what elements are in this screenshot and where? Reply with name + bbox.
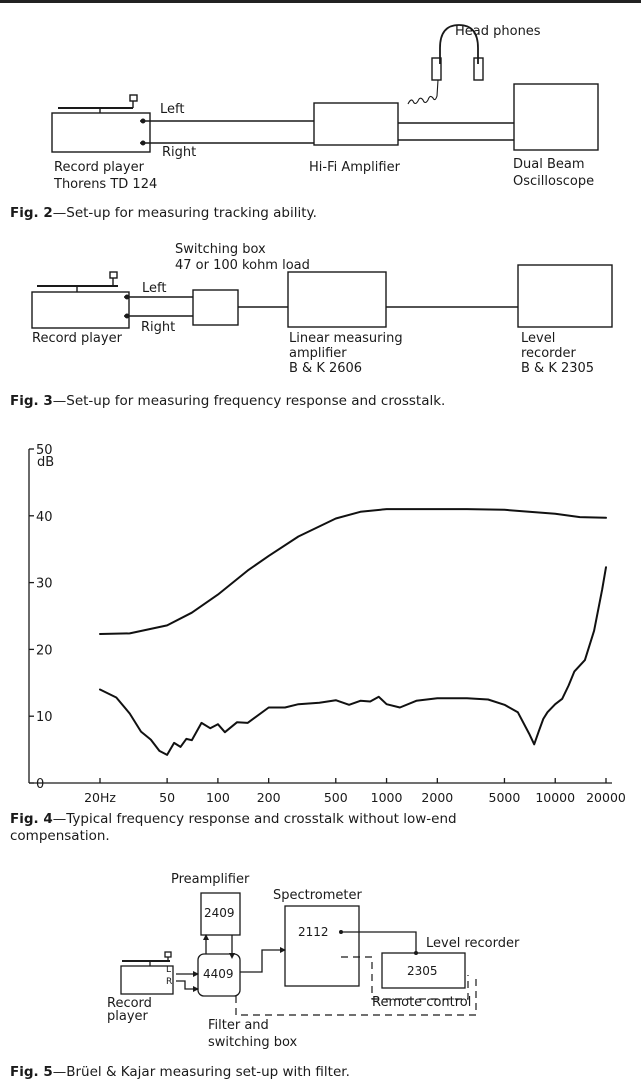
preamp-number: 2409 <box>204 906 235 920</box>
y-tick-label: 20 <box>36 643 53 659</box>
x-tick-label: 200 <box>256 790 281 805</box>
amp-label-3: B & K 2606 <box>289 361 363 376</box>
spectrometer-number: 2112 <box>298 925 329 939</box>
preamp-label: Preamplifier <box>171 872 250 887</box>
fig4-caption: Fig. 4—Typical frequency response and crosstalk without low-end compensation. <box>10 811 457 844</box>
amp-label-2: amplifier <box>289 346 347 361</box>
amplifier-label: Hi-Fi Amplifier <box>309 160 400 175</box>
record-player-label: Record player <box>54 160 144 175</box>
fig3-caption: Fig. 3—Set-up for measuring frequency response and crosstalk. <box>10 393 446 409</box>
headphones-label: Head phones <box>455 24 541 39</box>
x-tick-label: 500 <box>323 790 348 805</box>
recorder-label-1: Level <box>521 331 556 346</box>
x-tick-label: 100 <box>205 790 230 805</box>
level-recorder-label: Level recorder <box>426 936 520 951</box>
r-label: R <box>166 977 173 987</box>
recorder-label-3: B & K 2305 <box>521 361 595 376</box>
x-tick-label: 20Hz <box>84 790 116 805</box>
switching-box-label: Switching box <box>175 242 266 257</box>
left-label: Left <box>160 102 185 117</box>
filter-label-2: switching box <box>208 1035 298 1050</box>
fig5-caption: Fig. 5—Brüel & Kajar measuring set-up with filter. <box>10 1064 350 1080</box>
fig3-left-label: Left <box>142 281 167 296</box>
fig5-record-label-1: Record <box>107 996 152 1011</box>
oscilloscope-label-1: Dual Beam <box>513 157 585 172</box>
x-tick-label: 5000 <box>488 790 521 805</box>
y-tick-label: 50 <box>36 443 53 458</box>
right-label: Right <box>162 145 197 160</box>
x-tick-label: 2000 <box>421 790 454 805</box>
oscilloscope-label-2: Oscilloscope <box>513 174 595 189</box>
x-tick-label: 50 <box>159 790 176 805</box>
y-tick-label: 40 <box>36 509 53 525</box>
spectrometer-label: Spectrometer <box>273 888 362 903</box>
amp-label-1: Linear measuring <box>289 331 403 346</box>
y-tick-label: 0 <box>36 777 45 792</box>
y-tick-label: 30 <box>36 576 53 592</box>
x-tick-label: 20000 <box>586 790 626 805</box>
fig3-record-player-label: Record player <box>32 331 122 346</box>
l-label: L <box>166 965 172 975</box>
filter-number: 4409 <box>203 967 234 981</box>
y-tick-label: 10 <box>36 710 53 726</box>
fig2-caption: Fig. 2—Set-up for measuring tracking ability. <box>10 205 317 221</box>
level-recorder-number: 2305 <box>407 964 438 978</box>
filter-label-1: Filter and <box>208 1018 269 1033</box>
x-tick-label: 1000 <box>370 790 403 805</box>
switching-box-load: 47 or 100 kohm load <box>175 258 310 273</box>
y-unit-label: dB <box>37 455 55 470</box>
remote-control-label: Remote control <box>372 995 472 1010</box>
fig5-record-label-2: player <box>107 1009 148 1024</box>
recorder-label-2: recorder <box>521 346 576 361</box>
spectrometer-box <box>285 906 359 986</box>
record-player-model: Thorens TD 124 <box>54 177 158 192</box>
x-tick-label: 10000 <box>535 790 576 805</box>
fig3-right-label: Right <box>141 320 176 335</box>
